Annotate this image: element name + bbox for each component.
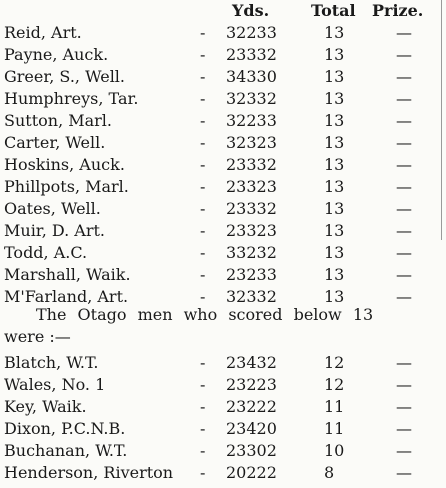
leader-dash: - [200, 199, 206, 218]
total-score: 13 [324, 23, 345, 42]
total-score: 8 [324, 463, 335, 482]
header-total: Total [311, 1, 356, 20]
prize-mark: — [396, 243, 412, 262]
competitor-name: Buchanan, W.T. [4, 441, 128, 460]
prize-mark: — [396, 265, 412, 284]
competitor-name: Blatch, W.T. [4, 353, 99, 372]
competitor-name: Henderson, Riverton [4, 463, 174, 482]
leader-dash: - [200, 89, 206, 108]
competitor-name: Hoskins, Auck. [4, 155, 125, 174]
leader-dash: - [200, 419, 206, 438]
prize-mark: — [396, 397, 412, 416]
yds-score: 23222 [226, 397, 277, 416]
header-yds: Yds. [232, 1, 270, 20]
yds-score: 23432 [226, 353, 277, 372]
table-row [0, 66, 446, 88]
total-score: 13 [324, 133, 345, 152]
competitor-name: Dixon, P.C.N.B. [4, 419, 126, 438]
prize-mark: — [396, 199, 412, 218]
table-row [0, 198, 446, 220]
yds-score: 23323 [226, 221, 277, 240]
table-row [0, 44, 446, 66]
total-score: 11 [324, 419, 345, 438]
table-row [0, 176, 446, 198]
yds-score: 20222 [226, 463, 277, 482]
leader-dash: - [200, 155, 206, 174]
prize-mark: — [396, 353, 412, 372]
total-score: 13 [324, 287, 345, 306]
prize-mark: — [396, 419, 412, 438]
leader-dash: - [200, 397, 206, 416]
total-score: 13 [324, 45, 345, 64]
prize-mark: — [396, 23, 412, 42]
prize-mark: — [396, 221, 412, 240]
leader-dash: - [200, 265, 206, 284]
table-row [0, 374, 446, 396]
leader-dash: - [200, 23, 206, 42]
competitor-name: Marshall, Waik. [4, 265, 131, 284]
total-score: 12 [324, 375, 345, 394]
total-score: 13 [324, 111, 345, 130]
yds-score: 23332 [226, 155, 277, 174]
yds-score: 23323 [226, 177, 277, 196]
leader-dash: - [200, 375, 206, 394]
competitor-name: Humphreys, Tar. [4, 89, 139, 108]
total-score: 10 [324, 441, 345, 460]
competitor-name: Reid, Art. [4, 23, 82, 42]
competitor-name: Todd, A.C. [4, 243, 88, 262]
leader-dash: - [200, 177, 206, 196]
total-score: 13 [324, 265, 345, 284]
total-score: 13 [324, 155, 345, 174]
prize-mark: — [396, 177, 412, 196]
competitor-name: Oates, Well. [4, 199, 101, 218]
yds-score: 23420 [226, 419, 277, 438]
total-score: 13 [324, 221, 345, 240]
table-row [0, 220, 446, 242]
competitor-name: Muir, D. Art. [4, 221, 106, 240]
leader-dash: - [200, 287, 206, 306]
table-row [0, 264, 446, 286]
prize-mark: — [396, 375, 412, 394]
yds-score: 23233 [226, 265, 277, 284]
table-row [0, 418, 446, 440]
table-row [0, 440, 446, 462]
table-row [0, 396, 446, 418]
table-row [0, 22, 446, 44]
total-score: 13 [324, 89, 345, 108]
competitor-name: Key, Waik. [4, 397, 87, 416]
prize-mark: — [396, 67, 412, 86]
table-row [0, 110, 446, 132]
prize-mark: — [396, 45, 412, 64]
leader-dash: - [200, 221, 206, 240]
yds-score: 33232 [226, 243, 277, 262]
yds-score: 23302 [226, 441, 277, 460]
table-row [0, 462, 446, 484]
prize-mark: — [396, 287, 412, 306]
total-score: 11 [324, 397, 345, 416]
leader-dash: - [200, 45, 206, 64]
yds-score: 32233 [226, 23, 277, 42]
yds-score: 32332 [226, 287, 277, 306]
competitor-name: Payne, Auck. [4, 45, 109, 64]
competitor-name: M'Farland, Art. [4, 287, 129, 306]
competitor-name: Phillpots, Marl. [4, 177, 129, 196]
section-note-continued: were :— [4, 327, 71, 346]
leader-dash: - [200, 133, 206, 152]
section-note: The Otago men who scored below 13 [36, 305, 374, 324]
table-row [0, 352, 446, 374]
prize-mark: — [396, 155, 412, 174]
leader-dash: - [200, 111, 206, 130]
yds-score: 32323 [226, 133, 277, 152]
header-prize: Prize. [372, 1, 424, 20]
prize-mark: — [396, 441, 412, 460]
yds-score: 23332 [226, 199, 277, 218]
competitor-name: Wales, No. 1 [4, 375, 106, 394]
prize-mark: — [396, 133, 412, 152]
prize-mark: — [396, 89, 412, 108]
total-score: 13 [324, 177, 345, 196]
total-score: 12 [324, 353, 345, 372]
table-row [0, 132, 446, 154]
total-score: 13 [324, 199, 345, 218]
yds-score: 23332 [226, 45, 277, 64]
leader-dash: - [200, 463, 206, 482]
leader-dash: - [200, 353, 206, 372]
total-score: 13 [324, 67, 345, 86]
table-row [0, 242, 446, 264]
prize-mark: — [396, 463, 412, 482]
table-header [0, 0, 446, 22]
yds-score: 32233 [226, 111, 277, 130]
total-score: 13 [324, 243, 345, 262]
table-row [0, 88, 446, 110]
yds-score: 34330 [226, 67, 277, 86]
leader-dash: - [200, 67, 206, 86]
prize-mark: — [396, 111, 412, 130]
yds-score: 23223 [226, 375, 277, 394]
competitor-name: Sutton, Marl. [4, 111, 113, 130]
leader-dash: - [200, 441, 206, 460]
leader-dash: - [200, 243, 206, 262]
competitor-name: Carter, Well. [4, 133, 106, 152]
yds-score: 32332 [226, 89, 277, 108]
competitor-name: Greer, S., Well. [4, 67, 126, 86]
table-row [0, 154, 446, 176]
